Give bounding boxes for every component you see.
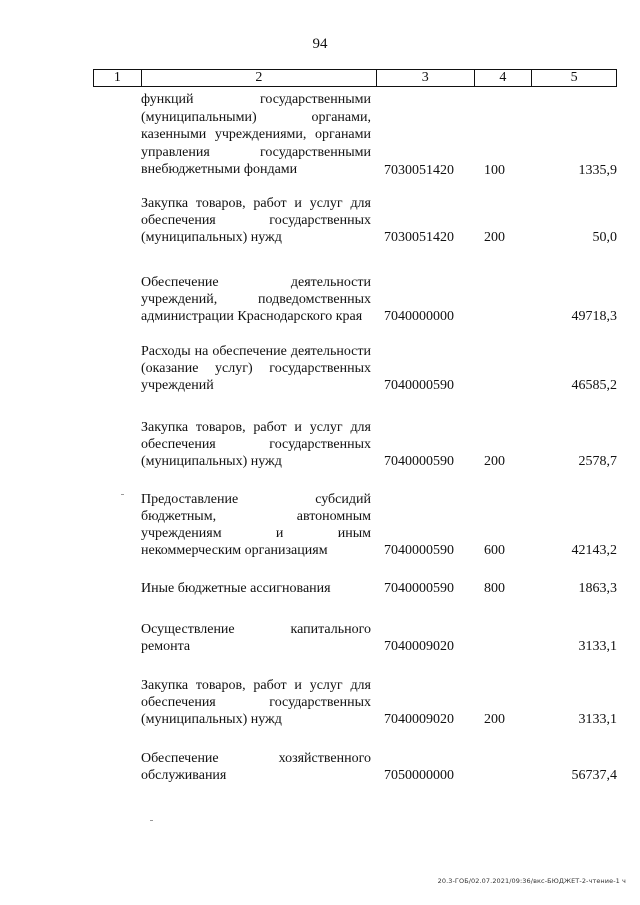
row-name: Осуществление капитального ремонта xyxy=(141,622,371,654)
table-row xyxy=(141,575,617,655)
row-code: 7040000590 xyxy=(384,378,454,393)
row-amount: 3133,1 xyxy=(578,639,617,654)
row-name: Закупка товаров, работ и услуг для обеспечения государственных (муниципальных) нужд xyxy=(141,678,371,727)
row-amount: 49718,3 xyxy=(571,309,617,324)
document-footer: 20.3-ГОБ/02.07.2021/09:36/вкс-БЮДЖЕТ-2-чтение-1 ч xyxy=(437,877,626,885)
table-header xyxy=(93,69,617,87)
row-type: 200 xyxy=(484,230,505,245)
row-name: Закупка товаров, работ и услуг для обеспечения государственных (муниципальных) нужд xyxy=(141,420,371,469)
row-name: функций государственными (муниципальными) органами, казенными учреждениями, органами управления государственными внебюджетными фондами xyxy=(141,92,371,178)
row-amount: 46585,2 xyxy=(571,378,617,393)
row-type: 200 xyxy=(484,712,505,727)
header-col-4: 4 xyxy=(475,70,533,86)
page-number: 94 xyxy=(312,36,328,52)
row-type: 200 xyxy=(484,454,505,469)
table-row xyxy=(141,390,617,470)
row-code: 7030051420 xyxy=(384,163,454,178)
row-amount: 2578,7 xyxy=(578,454,617,469)
row-code: 7040009020 xyxy=(384,712,454,727)
row-type: 800 xyxy=(484,581,505,596)
row-name: Обеспечение деятельности учреждений, подведомственных администрации Краснодарского края xyxy=(141,275,371,324)
scan-mark xyxy=(150,820,153,821)
table-row xyxy=(141,314,617,394)
row-code: 7030051420 xyxy=(384,230,454,245)
row-code: 7040000590 xyxy=(384,454,454,469)
row-type: 600 xyxy=(484,543,505,558)
row-amount: 50,0 xyxy=(592,230,617,245)
row-amount: 3133,1 xyxy=(578,712,617,727)
row-name: Закупка товаров, работ и услуг для обеспечения государственных (муниципальных) нужд xyxy=(141,196,371,245)
row-type: 100 xyxy=(484,163,505,178)
row-amount: 56737,4 xyxy=(571,768,617,783)
row-amount: 1863,3 xyxy=(578,581,617,596)
row-code: 7040000590 xyxy=(384,543,454,558)
table-row xyxy=(141,245,617,325)
row-code: 7050000000 xyxy=(384,768,454,783)
header-col-1: 1 xyxy=(94,70,142,86)
header-col-2: 2 xyxy=(142,70,377,86)
row-name: Предоставление субсидий бюджетным, автономным учреждениям и иным некоммерческим организациям xyxy=(141,492,371,558)
row-name: Расходы на обеспечение деятельности (оказание услуг) государственных учреждений xyxy=(141,344,371,393)
row-code: 7040009020 xyxy=(384,639,454,654)
row-amount: 1335,9 xyxy=(578,163,617,178)
row-name: Обеспечение хозяйственного обслуживания xyxy=(141,751,371,783)
table-row xyxy=(141,166,617,246)
scan-mark xyxy=(121,494,124,495)
header-col-5: 5 xyxy=(570,70,578,85)
row-code: 7040000000 xyxy=(384,309,454,324)
row-amount: 42143,2 xyxy=(571,543,617,558)
row-name: Иные бюджетные ассигнования xyxy=(141,581,331,596)
header-col-3: 3 xyxy=(377,70,475,86)
table-row xyxy=(141,704,617,784)
row-code: 7040000590 xyxy=(384,581,454,596)
